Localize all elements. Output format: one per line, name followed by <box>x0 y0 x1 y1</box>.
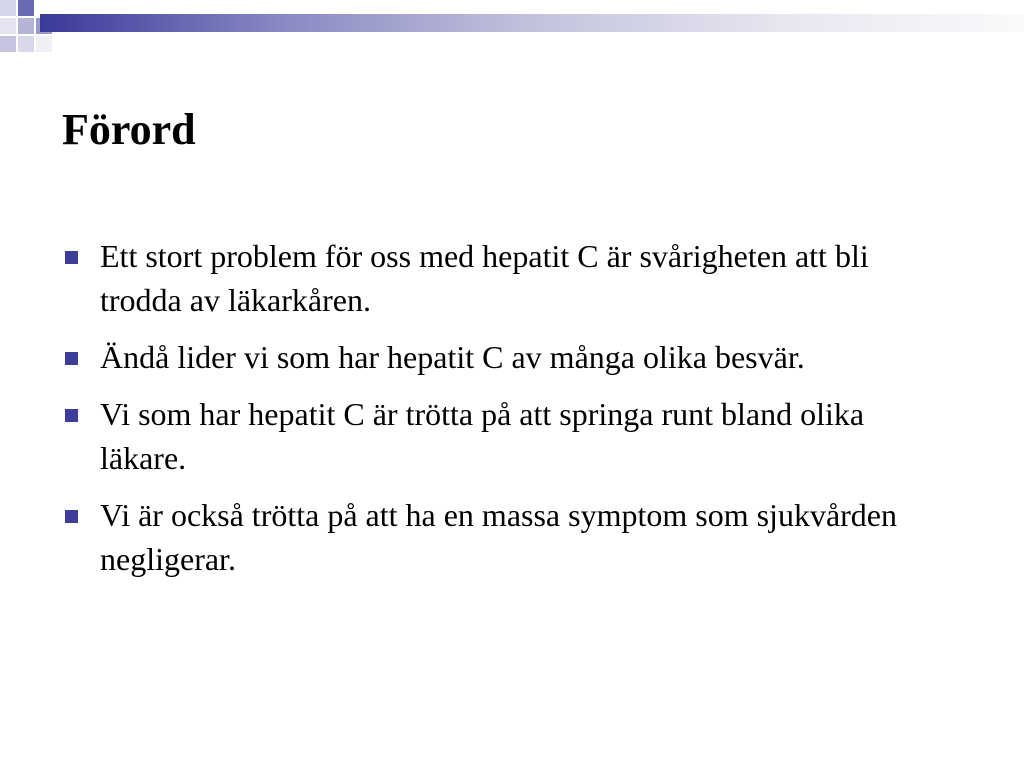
square-bullet-icon <box>65 510 78 523</box>
bullet-list <box>62 234 952 594</box>
bullet-text: Vi som har hepatit C är trötta på att springa runt bland olika läkare. <box>100 396 865 476</box>
decoration-square <box>18 36 34 52</box>
decoration-square <box>18 0 34 16</box>
bullet-item <box>62 234 952 322</box>
bullet-item <box>62 392 952 480</box>
square-bullet-icon <box>65 352 78 365</box>
decoration-square <box>0 18 16 34</box>
square-bullet-icon <box>65 251 78 264</box>
bullet-text: Ändå lider vi som har hepatit C av många olika besvär. <box>100 339 805 375</box>
bullet-item <box>62 335 952 379</box>
decoration-square <box>0 36 16 52</box>
bullet-text: Vi är också trötta på att ha en massa symptom som sjukvården negligerar. <box>100 497 897 577</box>
slide-title: Förord <box>62 105 196 154</box>
top-gradient-band <box>40 14 1024 32</box>
bullet-item <box>62 493 952 581</box>
square-bullet-icon <box>65 409 78 422</box>
decoration-square <box>36 36 52 52</box>
decoration-square <box>18 18 34 34</box>
decoration-square <box>0 0 16 16</box>
bullet-text: Ett stort problem för oss med hepatit C är svårigheten att bli trodda av läkarkåren. <box>100 238 869 318</box>
